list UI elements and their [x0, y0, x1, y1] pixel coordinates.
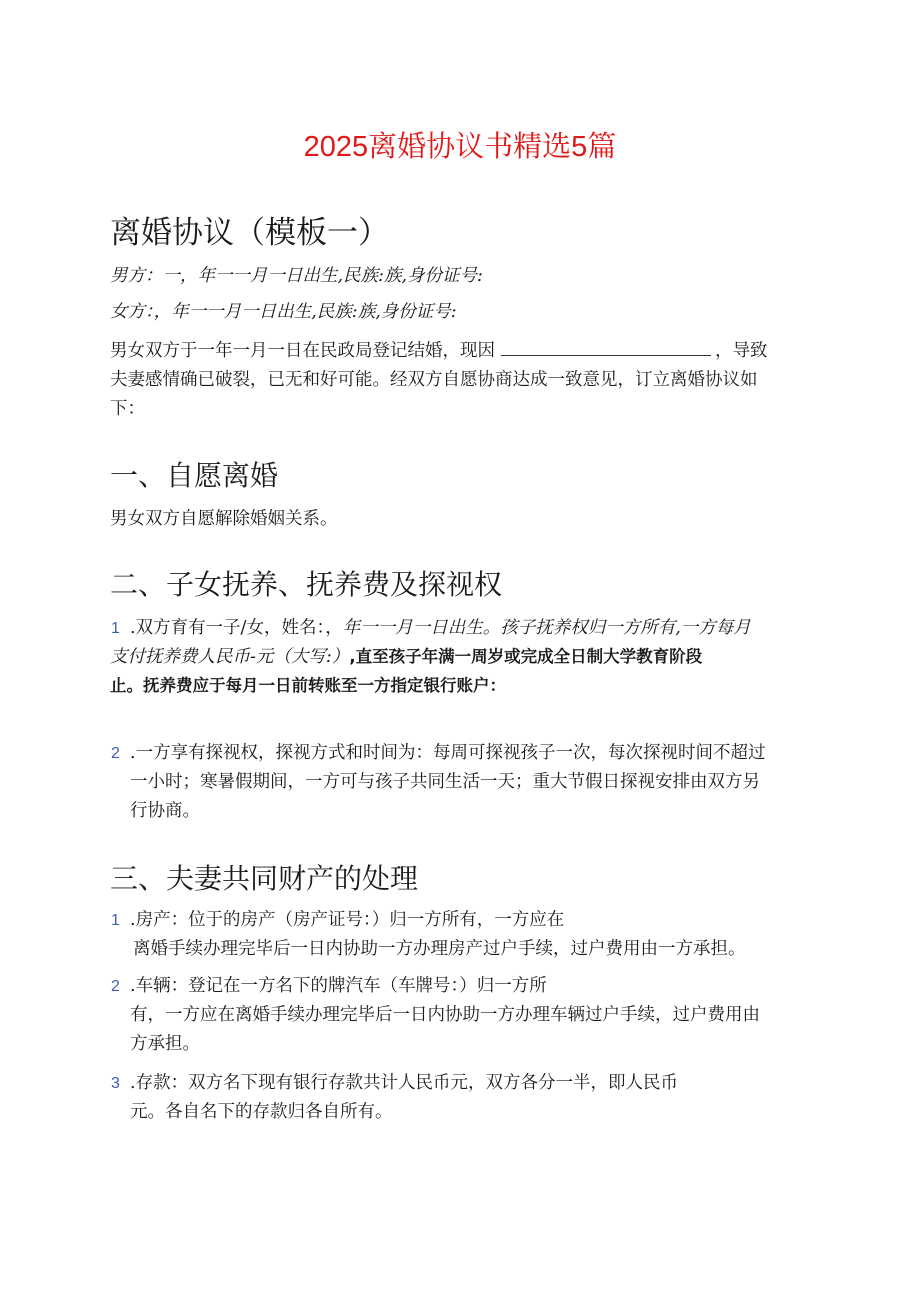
intro-line-3: 下： — [110, 399, 145, 419]
item-3-1-line-1: .房产：位于的房产（房产证号：）归一方所有，一方应在 — [130, 910, 565, 930]
intro-line-1 — [110, 337, 768, 365]
item-3-2-line-1: .车辆：登记在一方名下的牌汽车（车牌号：）归一方所 — [130, 976, 547, 996]
list-number: 1 — [111, 620, 120, 637]
item-3-2-line-3: 方承担。 — [130, 1034, 200, 1054]
intro-line-2: 夫妻感情确已破裂，已无和好可能。经双方自愿协商达成一致意见，订立离婚协议如 — [110, 370, 758, 390]
item-3-3-line-1: .存款：双方名下现有银行存款共计人民币元，双方各分一半，即人民币 — [130, 1073, 679, 1093]
reason-blank — [501, 339, 711, 356]
item-2-1-text-d: ,直至孩子年满一周岁或完成全日制大学教育阶段 — [349, 647, 703, 666]
list-number: 2 — [111, 978, 120, 995]
item-2-2-line-2: 一小时；寒暑假期间，一方可与孩子共同生活一天；重大节假日探视安排由双方另 — [130, 772, 760, 792]
item-2-1-line-3: 止。抚养费应于每月一日前转账至一方指定银行账户： — [110, 676, 506, 695]
section-2-heading: 二、子女抚养、抚养费及探视权 — [110, 568, 503, 601]
item-2-2-line-1: .一方享有探视权，探视方式和时间为：每周可探视孩子一次，每次探视时间不超过 — [130, 743, 766, 763]
item-2-1-text-b: 年一一月一日出生。孩子抚养权归一方所有,一方每月 — [342, 618, 751, 638]
document-title: 2025离婚协议书精选5篇 — [303, 131, 617, 163]
item-2-1-text-a: .双方育有一子/女，姓名：， — [130, 618, 343, 638]
male-party-line: 男方：一，年一一月一日出生,民族:族,身份证号: — [110, 266, 483, 286]
item-2-1-line-1 — [130, 614, 751, 642]
section-3-heading: 三、夫妻共同财产的处理 — [110, 862, 419, 895]
item-3-2-line-2: 有，一方应在离婚手续办理完毕后一日内协助一方办理车辆过户手续，过户费用由 — [130, 1005, 760, 1025]
list-number: 2 — [111, 745, 120, 762]
female-party-line: 女方：，年一一月一日出生,民族:族,身份证号: — [110, 302, 457, 322]
intro-text-b: ，导致 — [715, 341, 768, 361]
item-2-1-text-c: 支付抚养费人民币-元（大写:） — [110, 647, 350, 667]
item-3-3-line-2: 元。各自名下的存款归各自所有。 — [130, 1102, 393, 1122]
item-2-2-line-3: 行协商。 — [130, 801, 200, 821]
item-2-1-line-2 — [110, 643, 702, 671]
list-number: 3 — [111, 1075, 120, 1092]
template-heading: 离婚协议（模板一） — [110, 215, 389, 251]
list-number: 1 — [111, 912, 120, 929]
section-1-heading: 一、自愿离婚 — [110, 459, 279, 492]
section-1-text: 男女双方自愿解除婚姻关系。 — [110, 509, 338, 529]
item-3-1-line-2: 离婚手续办理完毕后一日内协助一方办理房产过户手续，过户费用由一方承担。 — [133, 939, 746, 959]
intro-text-a: 男女双方于一年一月一日在民政局登记结婚，现因 — [110, 341, 495, 361]
